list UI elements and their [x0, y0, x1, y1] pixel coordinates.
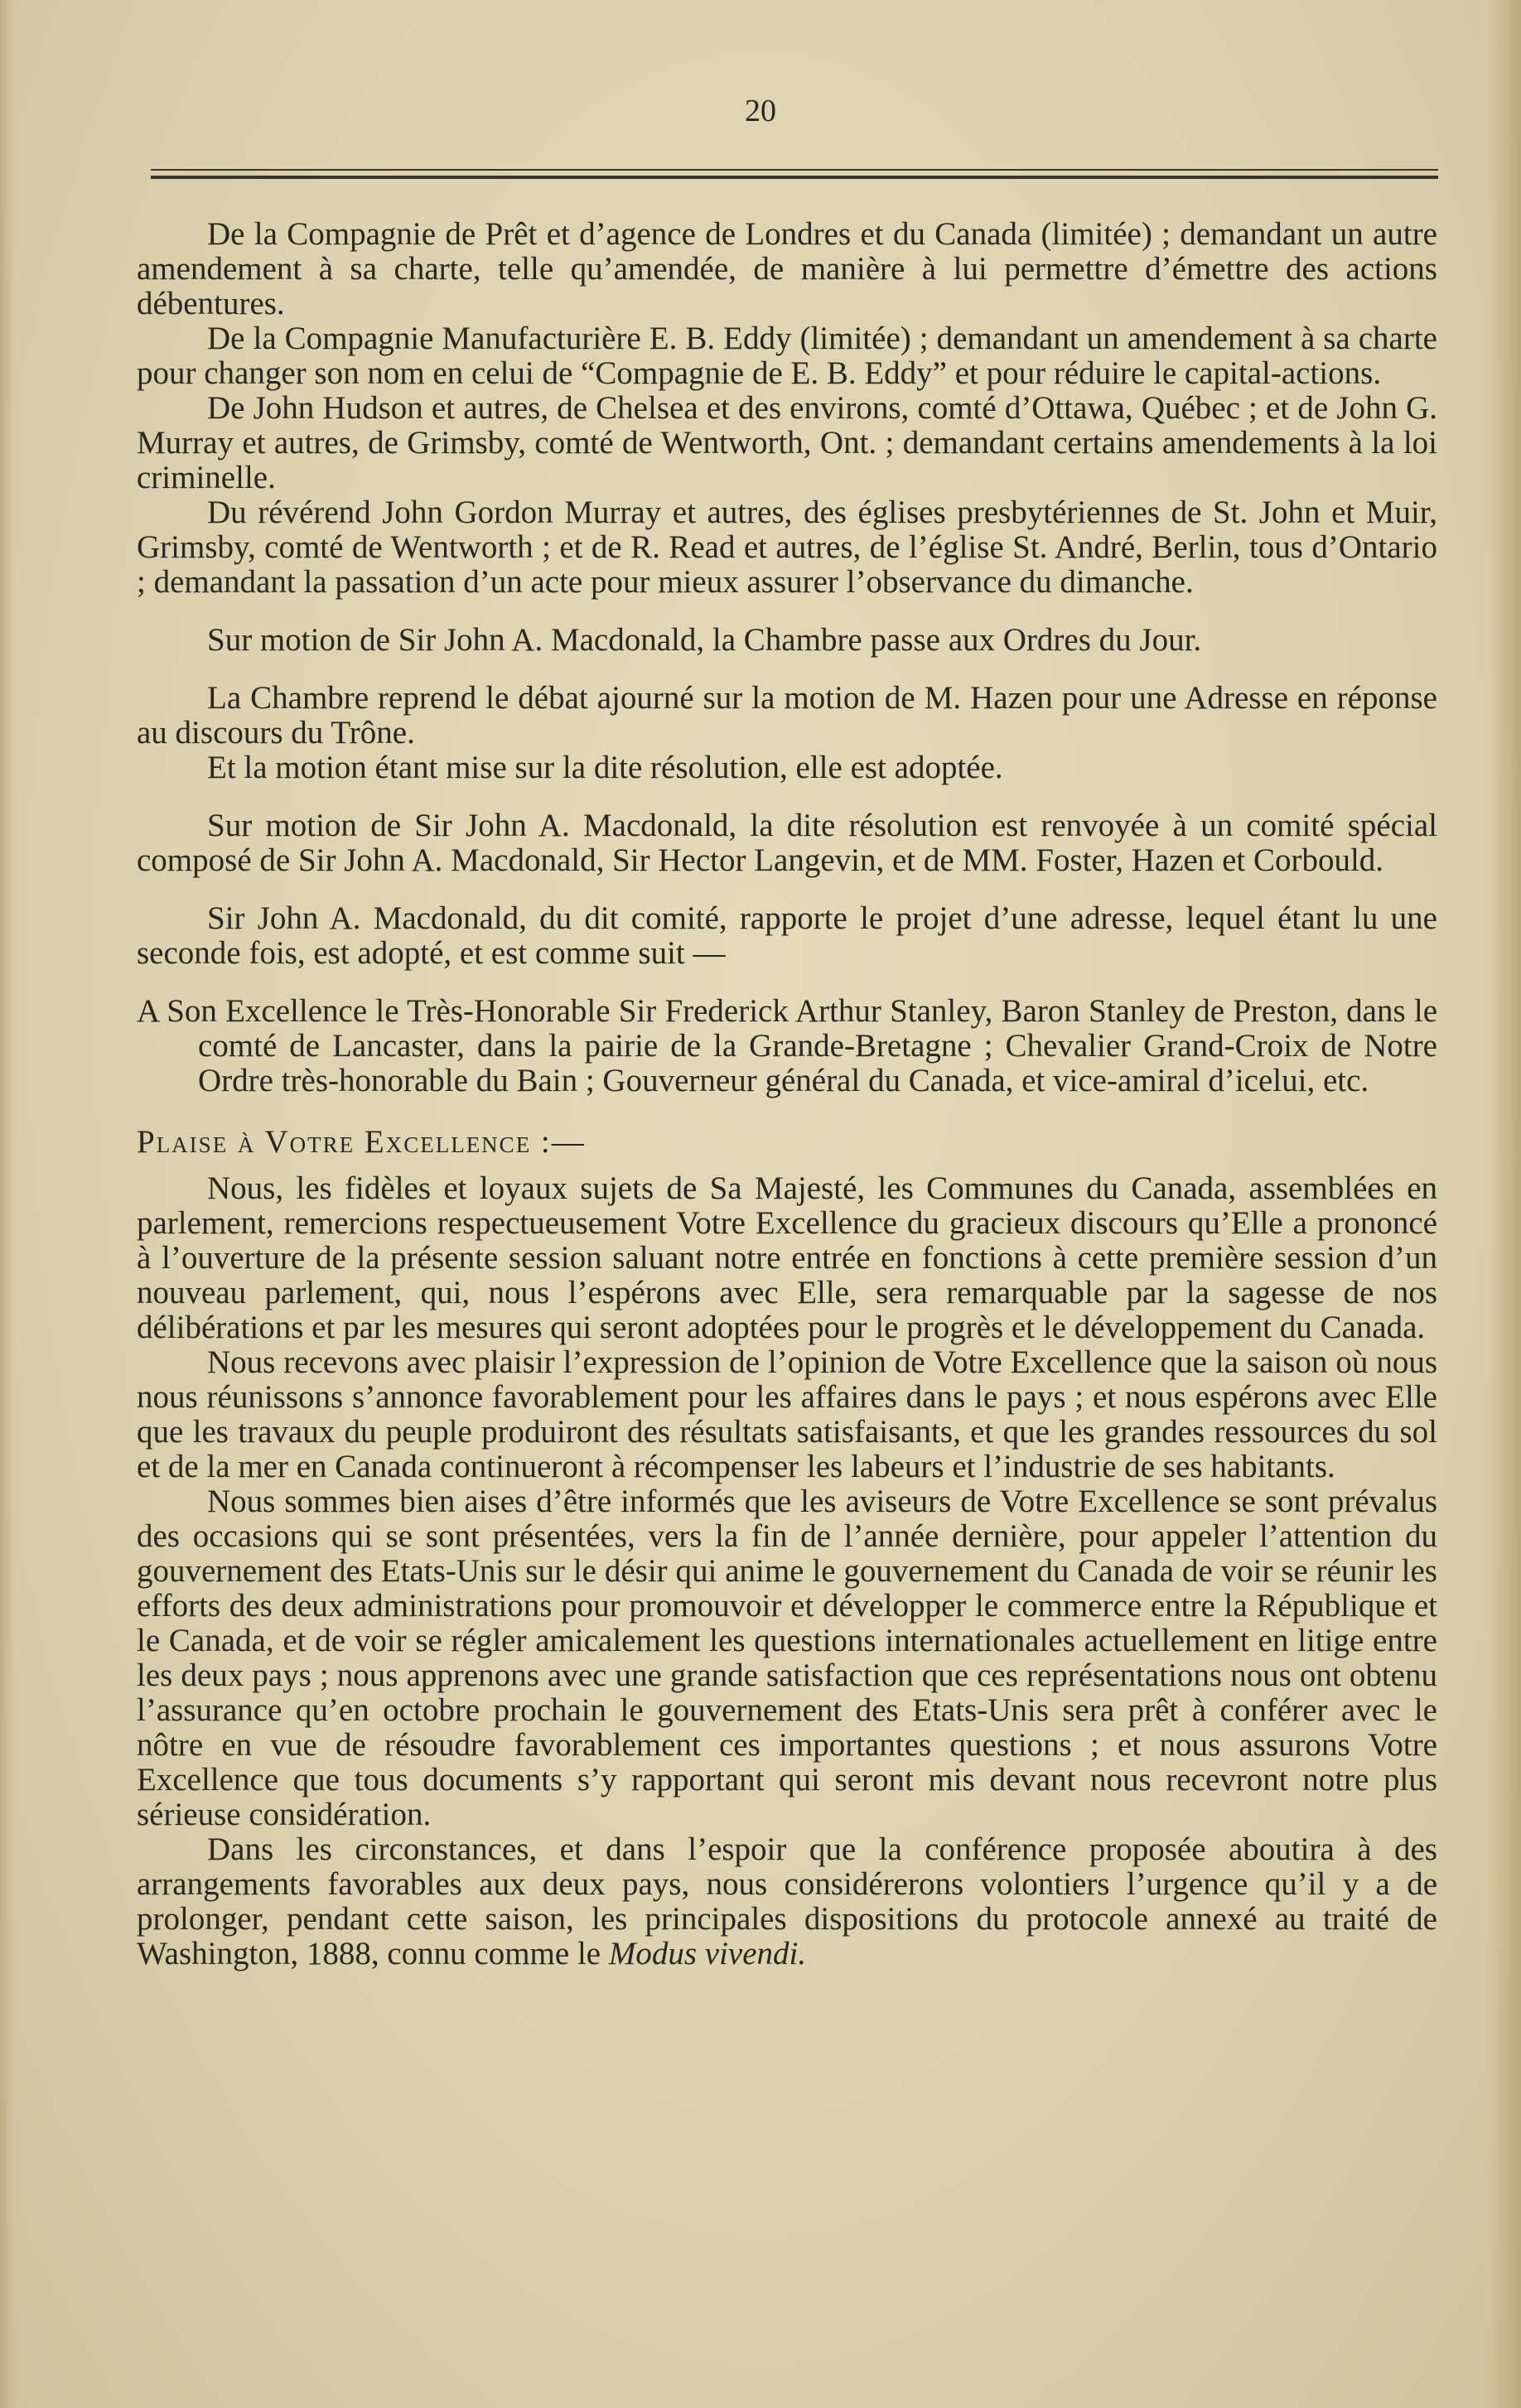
address-final-paragraph	[137, 1832, 1437, 1971]
petition-paragraph: De la Compagnie de Prêt et d’agence de Londres et du Canada (limitée) ; demandant un autre amendement à sa charte, telle qu’amendée, de manière à lui permettre d’émettre des actions débentures.	[137, 216, 1437, 321]
orders-of-day-paragraph: Sur motion de Sir John A. Macdonald, la Chambre passe aux Ordres du Jour.	[207, 622, 1202, 658]
header-rule-thin	[151, 169, 1438, 171]
header-rule-thick	[151, 176, 1438, 179]
motion-adopted-paragraph: Et la motion étant mise sur la dite résolution, elle est adoptée.	[207, 750, 1003, 785]
page-edge-shadow-right	[1488, 0, 1521, 2408]
petition-paragraph: De la Compagnie Manufacturière E. B. Eddy (limitée) ; demandant un amendement à sa charte pour changer son nom en celui de “Compagnie de E. B. Eddy” et pour réduire le capital-actions.	[137, 321, 1437, 391]
address-paragraph: Nous sommes bien aises d’être informés que les aviseurs de Votre Excellence se sont prévalus des occasions qui se sont présentées, vers la fin de l’année dernière, pour appeler l’attention du gouvernement des Etats-Unis sur le désir qui anime le gouvernement du Canada de voir se réunir les efforts des deux administrations pour promouvoir et développer le commerce entre la République et le Canada, et de voir se régler amicalement les questions internationales actuellement en litige entre les deux pays ; nous apprenons avec une grande satisfaction que ces représentations nous ont obtenu l’assurance qu’en octobre prochain le gouvernement des Etats-Unis sera prêt à conférer avec le nôtre en vue de résoudre favorablement ces importantes questions ; et nous assurons Votre Excellence que tous documents s’y rapportant qui seront mis devant nous recevront notre plus sérieuse considération.	[137, 1484, 1437, 1832]
modus-vivendi-term: Modus vivendi.	[608, 1936, 807, 1971]
address-recipient: A Son Excellence le Très-Honorable Sir Frederick Arthur Stanley, Baron Stanley de Preston, dans le comté de Lancaster, dans la pairie de la Grande-Bretagne ; Chevalier Grand-Croix de Notre Ordre très-honorable du Bain ; Gouverneur général du Canada, et vice-amiral d’icelui, etc.	[137, 993, 1437, 1098]
committee-report-paragraph: Sir John A. Macdonald, du dit comité, rapporte le projet d’une adresse, lequel étant lu une seconde fois, est adopté, et est comme suit —	[137, 900, 1437, 971]
debate-resumed-paragraph: La Chambre reprend le débat ajourné sur la motion de M. Hazen pour une Adresse en réponse au discours du Trône.	[137, 680, 1437, 750]
address-paragraph: Nous, les fidèles et loyaux sujets de Sa Majesté, les Communes du Canada, assemblées en parlement, remercions respectueusement Votre Excellence du gracieux discours qu’Elle a prononcé à l’ouverture de la présente session saluant notre entrée en fonctions à cette première session d’un nouveau parlement, qui, nous l’espérons avec Elle, sera remarquable par la sagesse de nos délibérations et par les mesures qui seront adoptées pour le progrès et le développement du Canada.	[137, 1170, 1437, 1345]
page-edge-shadow-left	[0, 0, 15, 2408]
committee-referral-paragraph: Sur motion de Sir John A. Macdonald, la dite résolution est renvoyée à un comité spécial composé de Sir John A. Macdonald, Sir Hector Langevin, et de MM. Foster, Hazen et Corbould.	[137, 808, 1437, 878]
page-number: 20	[745, 94, 776, 128]
address-salutation: Plaise à Votre Excellence :—	[137, 1124, 586, 1160]
address-final-text: Dans les circonstances, et dans l’espoir que la conférence proposée aboutira à des arrangements favorables aux deux pays, nous considérerons volontiers l’urgence qu’il y a de prolonger, pendant cette saison, les principales dispositions du protocole annexé au traité de Washington, 1888, connu comme le	[137, 1831, 1437, 1971]
petition-paragraph: Du révérend John Gordon Murray et autres, des églises presbytériennes de St. John et Muir, Grimsby, comté de Wentworth ; et de R. Read et autres, de l’église St. André, Berlin, tous d’Ontario ; demandant la passation d’un acte pour mieux assurer l’observance du dimanche.	[137, 495, 1437, 600]
address-paragraph: Nous recevons avec plaisir l’expression de l’opinion de Votre Excellence que la saison où nous nous réunissons s’annonce favorablement pour les affaires dans le pays ; et nous espérons avec Elle que les travaux du peuple produiront des résultats satisfaisants, et que les grandes ressources du sol et de la mer en Canada continueront à récompenser les labeurs et l’industrie de ses habitants.	[137, 1344, 1437, 1484]
petition-paragraph: De John Hudson et autres, de Chelsea et des environs, comté d’Ottawa, Québec ; et de John G. Murray et autres, de Grimsby, comté de Wentworth, Ont. ; demandant certains amendements à la loi criminelle.	[137, 390, 1437, 495]
page-body	[137, 217, 1437, 1971]
